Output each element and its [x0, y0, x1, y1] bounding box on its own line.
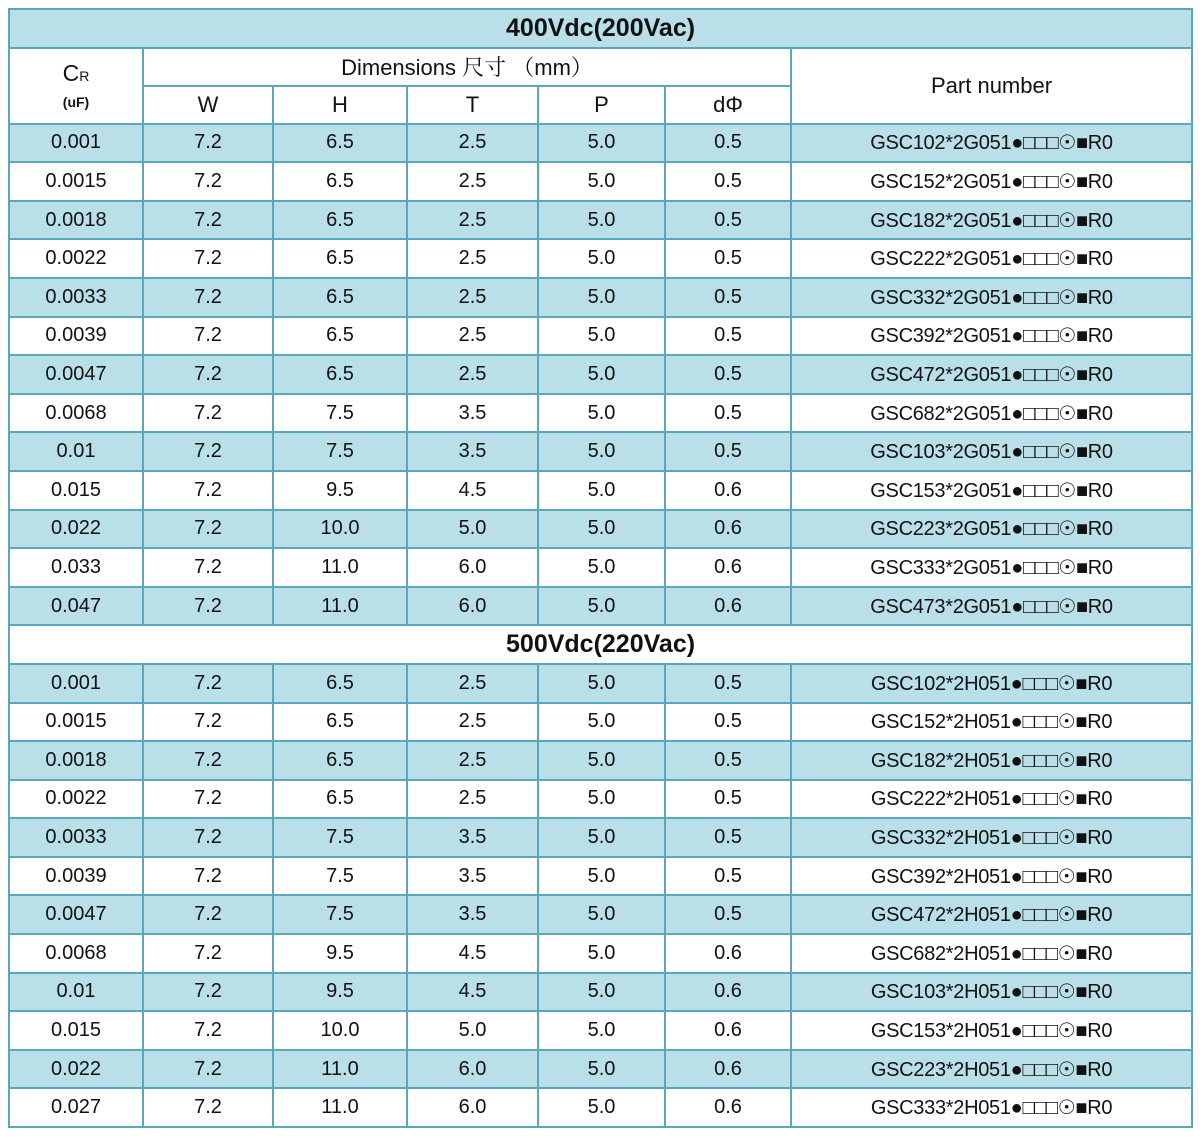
cell-t: 2.5 — [407, 201, 538, 240]
header-cr-letter: C — [62, 60, 80, 87]
cell-cr: 0.015 — [9, 1011, 143, 1050]
spec-table-container — [8, 8, 1193, 1128]
cell-t: 2.5 — [407, 162, 538, 201]
cell-p: 5.0 — [538, 162, 665, 201]
table-row — [9, 934, 1192, 973]
cell-t: 2.5 — [407, 317, 538, 356]
cell-h: 7.5 — [273, 857, 407, 896]
cell-cr: 0.0015 — [9, 162, 143, 201]
cell-part: GSC392*2H051●□□□☉■R0 — [791, 857, 1192, 896]
table-row — [9, 394, 1192, 433]
header-cr — [9, 48, 143, 124]
cell-d: 0.6 — [665, 973, 791, 1012]
header-cr-unit: (uF) — [62, 94, 90, 111]
cell-d: 0.5 — [665, 317, 791, 356]
cell-d: 0.6 — [665, 1088, 791, 1127]
cell-part: GSC222*2H051●□□□☉■R0 — [791, 780, 1192, 819]
table-row — [9, 317, 1192, 356]
cell-cr: 0.0018 — [9, 201, 143, 240]
cell-w: 7.2 — [143, 1011, 273, 1050]
cell-h: 10.0 — [273, 1011, 407, 1050]
cell-w: 7.2 — [143, 317, 273, 356]
table-row — [9, 548, 1192, 587]
cell-h: 6.5 — [273, 239, 407, 278]
cell-t: 3.5 — [407, 394, 538, 433]
cell-t: 2.5 — [407, 124, 538, 163]
cell-h: 6.5 — [273, 780, 407, 819]
cell-p: 5.0 — [538, 1011, 665, 1050]
header-p: P — [538, 86, 665, 124]
cell-w: 7.2 — [143, 857, 273, 896]
table-row — [9, 124, 1192, 163]
cell-h: 11.0 — [273, 1050, 407, 1089]
cell-p: 5.0 — [538, 1050, 665, 1089]
table-row — [9, 239, 1192, 278]
cell-w: 7.2 — [143, 239, 273, 278]
cell-w: 7.2 — [143, 278, 273, 317]
cell-t: 2.5 — [407, 355, 538, 394]
cell-d: 0.5 — [665, 664, 791, 703]
cell-p: 5.0 — [538, 471, 665, 510]
cell-p: 5.0 — [538, 703, 665, 742]
cell-d: 0.6 — [665, 548, 791, 587]
table-row — [9, 780, 1192, 819]
cell-part: GSC223*2G051●□□□☉■R0 — [791, 510, 1192, 549]
cell-h: 7.5 — [273, 432, 407, 471]
cell-w: 7.2 — [143, 471, 273, 510]
table-row — [9, 278, 1192, 317]
cell-part: GSC182*2G051●□□□☉■R0 — [791, 201, 1192, 240]
cell-cr: 0.0015 — [9, 703, 143, 742]
cell-d: 0.5 — [665, 703, 791, 742]
cell-p: 5.0 — [538, 317, 665, 356]
cell-part: GSC682*2H051●□□□☉■R0 — [791, 934, 1192, 973]
section-title: 400Vdc(200Vac) — [9, 9, 1192, 48]
cell-h: 6.5 — [273, 124, 407, 163]
cell-part: GSC102*2H051●□□□☉■R0 — [791, 664, 1192, 703]
cell-d: 0.5 — [665, 394, 791, 433]
cell-p: 5.0 — [538, 394, 665, 433]
cell-cr: 0.027 — [9, 1088, 143, 1127]
cell-t: 6.0 — [407, 1050, 538, 1089]
cell-d: 0.6 — [665, 510, 791, 549]
cell-cr: 0.0039 — [9, 317, 143, 356]
cell-part: GSC332*2G051●□□□☉■R0 — [791, 278, 1192, 317]
cell-p: 5.0 — [538, 741, 665, 780]
cell-part: GSC333*2G051●□□□☉■R0 — [791, 548, 1192, 587]
cell-part: GSC103*2G051●□□□☉■R0 — [791, 432, 1192, 471]
cell-t: 6.0 — [407, 548, 538, 587]
cell-p: 5.0 — [538, 355, 665, 394]
table-row — [9, 471, 1192, 510]
table-row — [9, 1050, 1192, 1089]
cell-p: 5.0 — [538, 510, 665, 549]
cell-part: GSC152*2G051●□□□☉■R0 — [791, 162, 1192, 201]
cell-p: 5.0 — [538, 278, 665, 317]
cell-cr: 0.0047 — [9, 355, 143, 394]
cell-d: 0.6 — [665, 1011, 791, 1050]
table-row — [9, 973, 1192, 1012]
cell-t: 2.5 — [407, 780, 538, 819]
cell-t: 2.5 — [407, 239, 538, 278]
header-dimensions: Dimensions 尺寸 （mm） — [143, 48, 791, 86]
cell-part: GSC472*2G051●□□□☉■R0 — [791, 355, 1192, 394]
cell-part: GSC473*2G051●□□□☉■R0 — [791, 587, 1192, 626]
cell-t: 2.5 — [407, 703, 538, 742]
cell-part: GSC682*2G051●□□□☉■R0 — [791, 394, 1192, 433]
table-row — [9, 818, 1192, 857]
cell-part: GSC223*2H051●□□□☉■R0 — [791, 1050, 1192, 1089]
cell-h: 9.5 — [273, 471, 407, 510]
cell-h: 6.5 — [273, 741, 407, 780]
cell-d: 0.5 — [665, 239, 791, 278]
cell-w: 7.2 — [143, 818, 273, 857]
section-title-row — [9, 9, 1192, 48]
cell-p: 5.0 — [538, 201, 665, 240]
cell-w: 7.2 — [143, 162, 273, 201]
cell-h: 10.0 — [273, 510, 407, 549]
cell-t: 3.5 — [407, 432, 538, 471]
cell-h: 6.5 — [273, 355, 407, 394]
cell-d: 0.6 — [665, 1050, 791, 1089]
cell-d: 0.5 — [665, 162, 791, 201]
table-row — [9, 895, 1192, 934]
table-row — [9, 857, 1192, 896]
table-row — [9, 432, 1192, 471]
cell-d: 0.5 — [665, 278, 791, 317]
table-row — [9, 664, 1192, 703]
cell-w: 7.2 — [143, 895, 273, 934]
cell-t: 2.5 — [407, 664, 538, 703]
table-row — [9, 201, 1192, 240]
cell-part: GSC333*2H051●□□□☉■R0 — [791, 1088, 1192, 1127]
cell-t: 6.0 — [407, 587, 538, 626]
cell-cr: 0.0018 — [9, 741, 143, 780]
cell-h: 6.5 — [273, 201, 407, 240]
cell-d: 0.5 — [665, 818, 791, 857]
header-part-number: Part number — [791, 48, 1192, 124]
cell-d: 0.6 — [665, 587, 791, 626]
cell-d: 0.5 — [665, 201, 791, 240]
cell-p: 5.0 — [538, 587, 665, 626]
table-row — [9, 355, 1192, 394]
cell-t: 3.5 — [407, 818, 538, 857]
cell-t: 2.5 — [407, 278, 538, 317]
cell-t: 3.5 — [407, 857, 538, 896]
cell-part: GSC182*2H051●□□□☉■R0 — [791, 741, 1192, 780]
cell-h: 6.5 — [273, 317, 407, 356]
cell-cr: 0.0039 — [9, 857, 143, 896]
table-row — [9, 162, 1192, 201]
cell-p: 5.0 — [538, 973, 665, 1012]
cell-w: 7.2 — [143, 973, 273, 1012]
cell-w: 7.2 — [143, 1088, 273, 1127]
cell-h: 11.0 — [273, 1088, 407, 1127]
table-row — [9, 703, 1192, 742]
cell-p: 5.0 — [538, 432, 665, 471]
cell-p: 5.0 — [538, 548, 665, 587]
cell-w: 7.2 — [143, 548, 273, 587]
cell-d: 0.5 — [665, 741, 791, 780]
cell-h: 7.5 — [273, 895, 407, 934]
cell-t: 4.5 — [407, 934, 538, 973]
cell-cr: 0.001 — [9, 124, 143, 163]
cell-h: 6.5 — [273, 278, 407, 317]
cell-w: 7.2 — [143, 741, 273, 780]
table-row — [9, 587, 1192, 626]
cell-w: 7.2 — [143, 1050, 273, 1089]
cell-w: 7.2 — [143, 934, 273, 973]
cell-h: 7.5 — [273, 394, 407, 433]
header-t: T — [407, 86, 538, 124]
cell-h: 7.5 — [273, 818, 407, 857]
cell-part: GSC103*2H051●□□□☉■R0 — [791, 973, 1192, 1012]
cell-p: 5.0 — [538, 664, 665, 703]
cell-d: 0.5 — [665, 124, 791, 163]
cell-cr: 0.0033 — [9, 278, 143, 317]
cell-d: 0.5 — [665, 780, 791, 819]
cell-t: 4.5 — [407, 973, 538, 1012]
capacitor-spec-table — [8, 8, 1193, 1128]
cell-part: GSC392*2G051●□□□☉■R0 — [791, 317, 1192, 356]
cell-p: 5.0 — [538, 780, 665, 819]
cell-d: 0.5 — [665, 895, 791, 934]
cell-w: 7.2 — [143, 587, 273, 626]
cell-cr: 0.01 — [9, 973, 143, 1012]
cell-p: 5.0 — [538, 818, 665, 857]
cell-w: 7.2 — [143, 703, 273, 742]
cell-p: 5.0 — [538, 124, 665, 163]
cell-w: 7.2 — [143, 664, 273, 703]
cell-h: 6.5 — [273, 703, 407, 742]
header-cr-subscript: R — [79, 68, 90, 85]
cell-part: GSC102*2G051●□□□☉■R0 — [791, 124, 1192, 163]
cell-part: GSC472*2H051●□□□☉■R0 — [791, 895, 1192, 934]
cell-h: 9.5 — [273, 934, 407, 973]
section-title: 500Vdc(220Vac) — [9, 625, 1192, 664]
cell-t: 2.5 — [407, 741, 538, 780]
cell-t: 4.5 — [407, 471, 538, 510]
cell-d: 0.5 — [665, 432, 791, 471]
cell-p: 5.0 — [538, 934, 665, 973]
cell-part: GSC153*2G051●□□□☉■R0 — [791, 471, 1192, 510]
table-row — [9, 741, 1192, 780]
table-row — [9, 1011, 1192, 1050]
cell-p: 5.0 — [538, 1088, 665, 1127]
cell-cr: 0.0068 — [9, 934, 143, 973]
table-row — [9, 510, 1192, 549]
cell-w: 7.2 — [143, 201, 273, 240]
cell-h: 6.5 — [273, 664, 407, 703]
cell-part: GSC332*2H051●□□□☉■R0 — [791, 818, 1192, 857]
cell-part: GSC153*2H051●□□□☉■R0 — [791, 1011, 1192, 1050]
cell-h: 6.5 — [273, 162, 407, 201]
cell-cr: 0.047 — [9, 587, 143, 626]
cell-cr: 0.022 — [9, 510, 143, 549]
cell-t: 5.0 — [407, 1011, 538, 1050]
cell-d: 0.6 — [665, 471, 791, 510]
cell-d: 0.5 — [665, 857, 791, 896]
cell-w: 7.2 — [143, 394, 273, 433]
cell-d: 0.6 — [665, 934, 791, 973]
cell-h: 11.0 — [273, 548, 407, 587]
cell-w: 7.2 — [143, 510, 273, 549]
cell-cr: 0.001 — [9, 664, 143, 703]
cell-p: 5.0 — [538, 895, 665, 934]
cell-t: 6.0 — [407, 1088, 538, 1127]
cell-cr: 0.01 — [9, 432, 143, 471]
cell-cr: 0.0022 — [9, 239, 143, 278]
header-h: H — [273, 86, 407, 124]
cell-part: GSC222*2G051●□□□☉■R0 — [791, 239, 1192, 278]
header-w: W — [143, 86, 273, 124]
cell-d: 0.5 — [665, 355, 791, 394]
section-title-row — [9, 625, 1192, 664]
cell-cr: 0.0068 — [9, 394, 143, 433]
cell-cr: 0.0047 — [9, 895, 143, 934]
cell-part: GSC152*2H051●□□□☉■R0 — [791, 703, 1192, 742]
cell-cr: 0.033 — [9, 548, 143, 587]
cell-h: 11.0 — [273, 587, 407, 626]
cell-p: 5.0 — [538, 857, 665, 896]
cell-w: 7.2 — [143, 780, 273, 819]
cell-w: 7.2 — [143, 355, 273, 394]
cell-t: 3.5 — [407, 895, 538, 934]
cell-cr: 0.022 — [9, 1050, 143, 1089]
header-row-top — [9, 48, 1192, 86]
header-d: dΦ — [665, 86, 791, 124]
header-cr-symbol — [10, 61, 142, 88]
cell-cr: 0.0033 — [9, 818, 143, 857]
table-body — [9, 9, 1192, 1127]
cell-h: 9.5 — [273, 973, 407, 1012]
cell-p: 5.0 — [538, 239, 665, 278]
cell-cr: 0.0022 — [9, 780, 143, 819]
table-row — [9, 1088, 1192, 1127]
cell-w: 7.2 — [143, 432, 273, 471]
cell-t: 5.0 — [407, 510, 538, 549]
cell-cr: 0.015 — [9, 471, 143, 510]
cell-w: 7.2 — [143, 124, 273, 163]
